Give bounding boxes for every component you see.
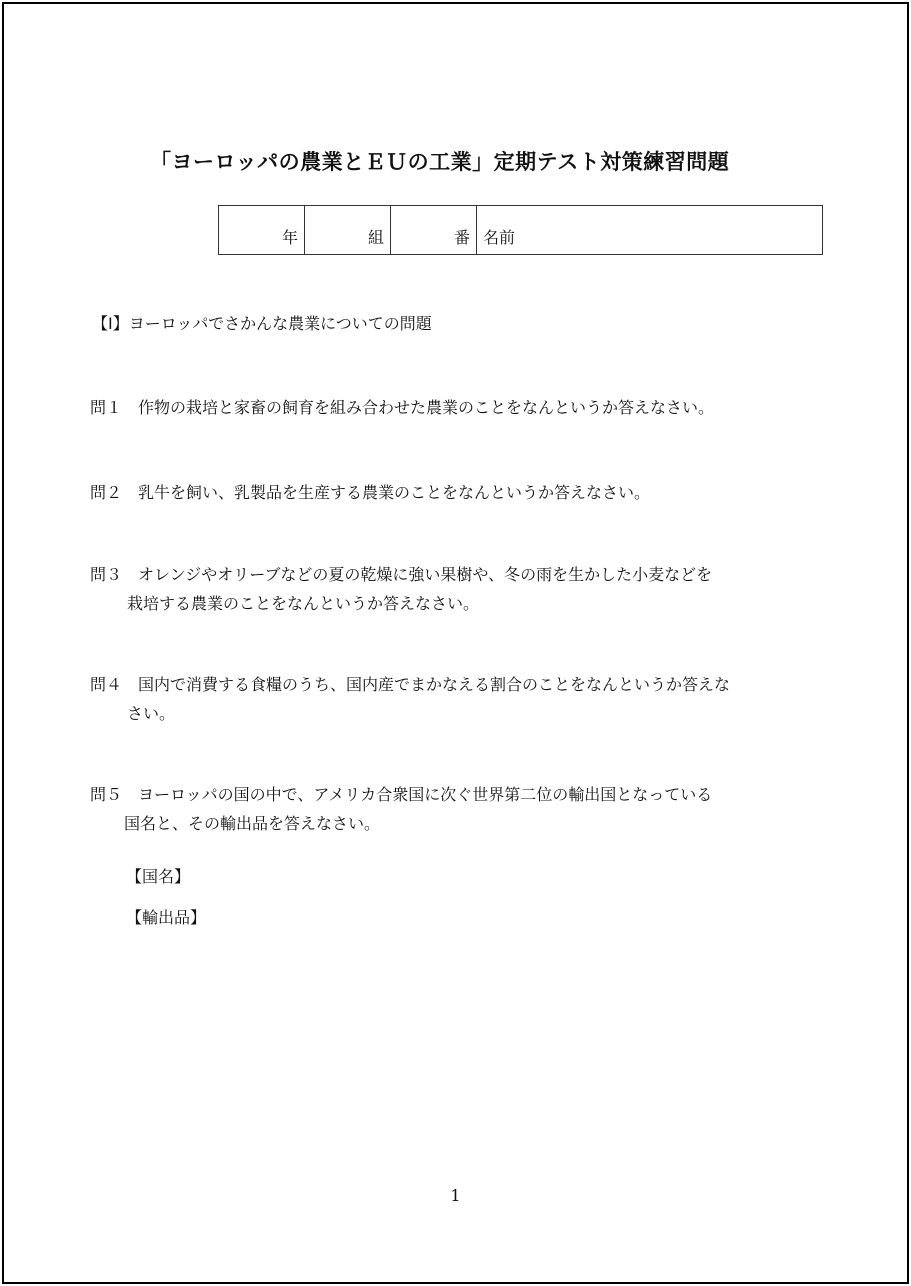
student-info-table bbox=[218, 205, 823, 255]
page-number: 1 bbox=[450, 1186, 461, 1205]
question-3-continuation: 栽培する農業のことをなんというか答えなさい。 bbox=[127, 594, 480, 613]
question-5: 問５ ヨーロッパの国の中で、アメリカ合衆国に次ぐ世界第二位の輸出国となっている bbox=[90, 785, 713, 804]
question-5-continuation: 国名と、その輸出品を答えなさい。 bbox=[124, 814, 381, 833]
page-title: 「ヨーロッパの農業とＥＵの工業」定期テスト対策練習問題 bbox=[150, 150, 730, 174]
section-heading: 【Ⅰ】ヨーロッパでさかんな農業についての問題 bbox=[92, 314, 432, 333]
question-1: 問１ 作物の栽培と家畜の飼育を組み合わせた農業のことをなんというか答えなさい。 bbox=[90, 398, 715, 417]
question-4-continuation: さい。 bbox=[127, 704, 176, 723]
answer-country-label: 【国名】 bbox=[126, 867, 191, 886]
class-label: 組 bbox=[367, 228, 384, 247]
question-4: 問４ 国内で消費する食糧のうち、国内産でまかなえる割合のことをなんというか答えな bbox=[90, 675, 731, 694]
answer-export-label: 【輸出品】 bbox=[126, 908, 207, 927]
question-2: 問２ 乳牛を飼い、乳製品を生産する農業のことをなんというか答えなさい。 bbox=[90, 483, 651, 502]
year-field[interactable] bbox=[219, 206, 305, 255]
number-field[interactable] bbox=[391, 206, 477, 255]
class-field[interactable] bbox=[305, 206, 391, 255]
year-label: 年 bbox=[281, 228, 298, 247]
name-label: 名前 bbox=[483, 228, 516, 247]
question-3: 問３ オレンジやオリーブなどの夏の乾燥に強い果樹や、冬の雨を生かした小麦などを bbox=[90, 565, 713, 584]
number-label: 番 bbox=[453, 228, 470, 247]
name-field[interactable] bbox=[477, 206, 823, 255]
page-border bbox=[2, 2, 909, 1284]
